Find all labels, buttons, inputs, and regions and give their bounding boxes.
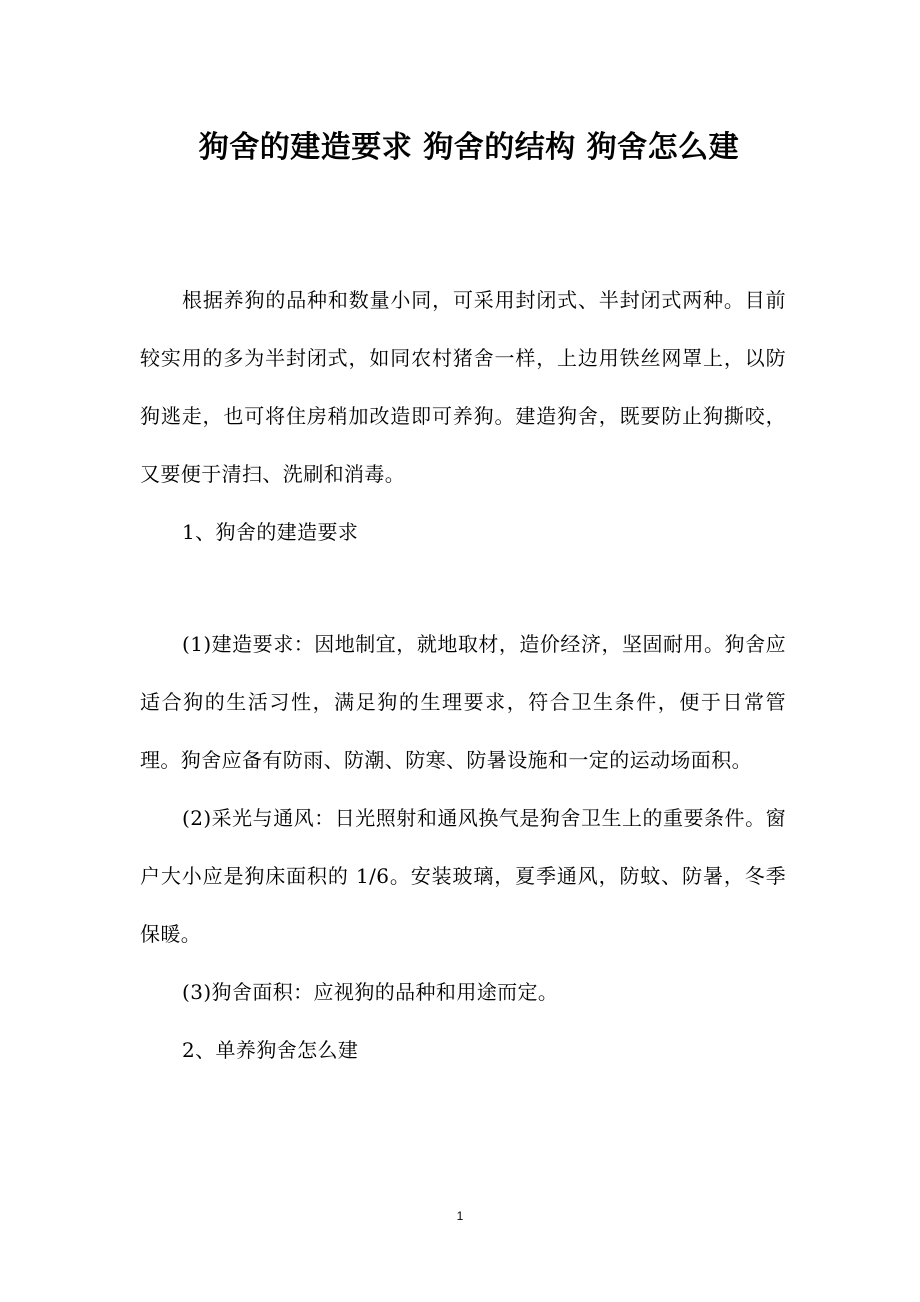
requirement-paragraph-3: (3)狗舍面积：应视狗的品种和用途而定。 <box>182 980 559 1004</box>
paragraph-spacer <box>140 561 786 615</box>
requirement-paragraph-2: (2)采光与通风：日光照射和通风换气是狗舍卫生上的重要条件。窗户大小应是狗床面积的 1/6。安装玻璃，夏季通风，防蚊、防暑，冬季保暖。 <box>140 806 786 946</box>
page-number: 1 <box>456 1209 464 1223</box>
requirement-paragraph-1: (1)建造要求：因地制宜，就地取材，造价经济，坚固耐用。狗舍应适合狗的生活习性，满足狗的生理要求，符合卫生条件，便于日常管理。狗舍应备有防雨、防潮、防寒、防暑设施和一定的运动场面积。 <box>140 632 786 772</box>
section-heading-1: 1、狗舍的建造要求 <box>182 520 359 544</box>
section-heading-2: 2、单养狗舍怎么建 <box>182 1038 359 1062</box>
document-body <box>140 271 786 1079</box>
document-title: 狗舍的建造要求 狗舍的结构 狗舍怎么建 <box>198 130 740 165</box>
intro-paragraph: 根据养狗的品种和数量小同，可采用封闭式、半封闭式两种。目前较实用的多为半封闭式，如同农村猪舍一样，上边用铁丝网罩上，以防狗逃走，也可将住房稍加改造即可养狗。建造狗舍，既要防止狗撕咬，又要便于清扫、洗刷和消毒。 <box>140 288 786 486</box>
